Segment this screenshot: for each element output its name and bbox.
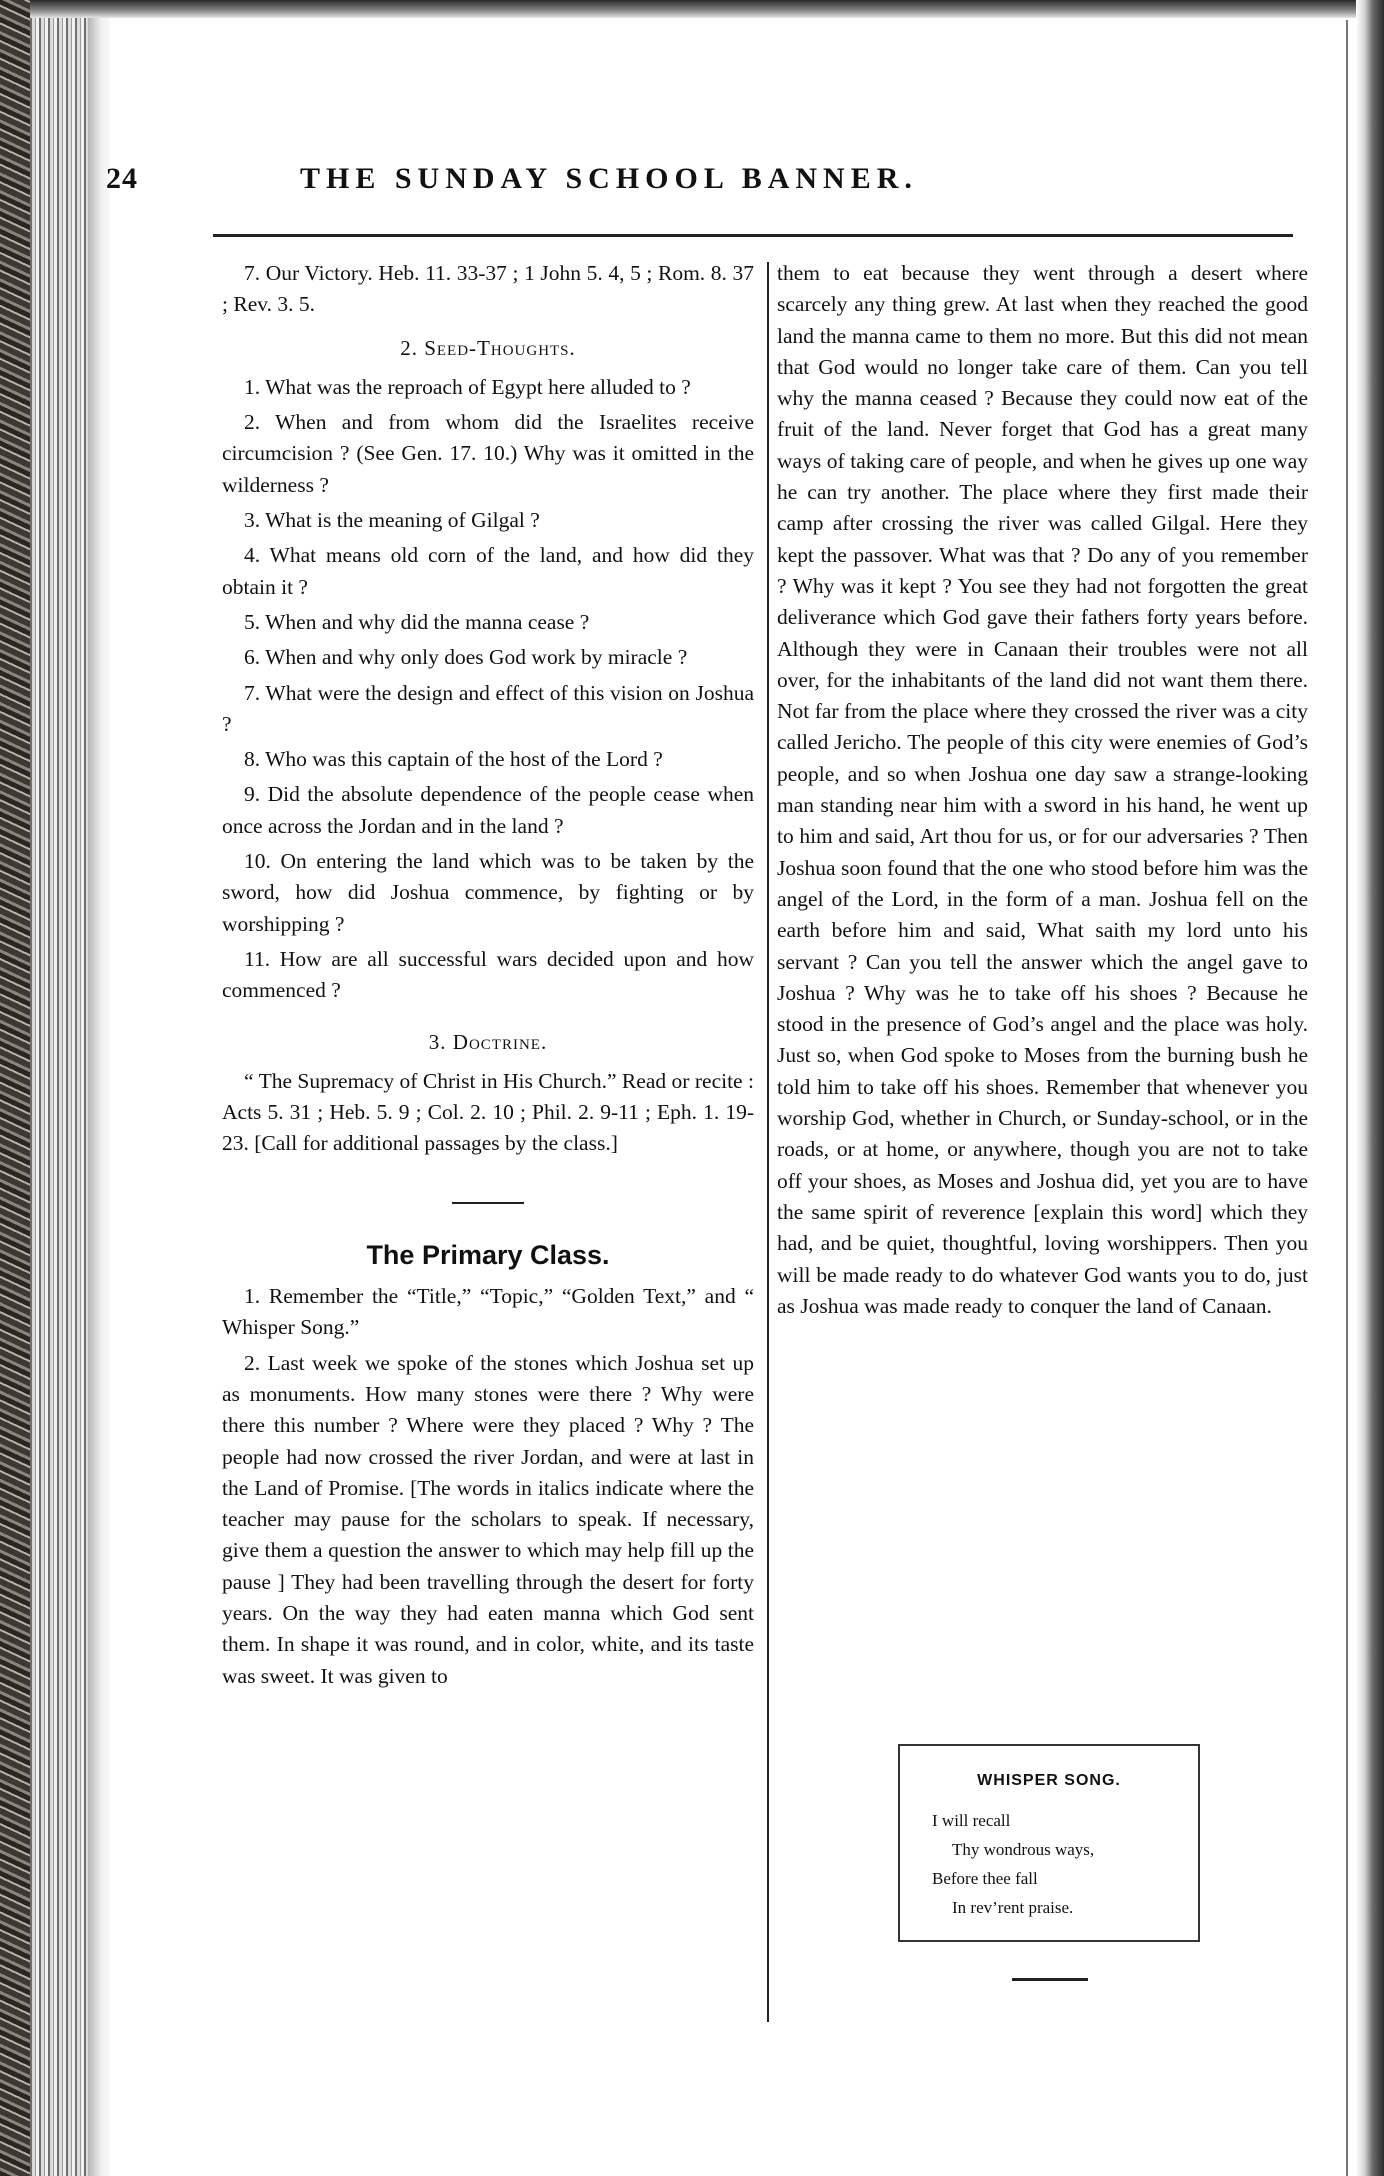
victory-line: 7. Our Victory. Heb. 11. 33-37 ; 1 John 5. 4, 5 ; Rom. 8. 37 ; Rev. 3. 5. — [222, 261, 754, 317]
question: 4. What means old corn of the land, and how did they obtain it ? — [222, 543, 754, 599]
primary-paragraph: 2. Last week we spoke of the stones which Joshua set up as monuments. How many stones were there ? Why were there this number ? Where were they placed ? Why ? The people had now crossed the river Jordan, and were at last in the Land of Promise. [The words in italics indicate where the teacher may pause for the scholars to speak. If necessary, give them a question the answer to which may help fill up the pause ] They had been travelling through the desert for forty years. On the way they had eaten manna which God sent them. In shape it was round, and in color, white, and its taste was sweet. It was given to — [222, 1350, 754, 1688]
question: 1. What was the reproach of Egypt here alluded to ? — [244, 374, 691, 399]
running-title: THE SUNDAY SCHOOL BANNER. — [300, 162, 918, 195]
song-line: In rev’rent praise. — [952, 1898, 1074, 1917]
question: 6. When and why only does God work by miracle ? — [244, 645, 688, 670]
marbled-edge — [0, 0, 30, 2176]
top-edge — [30, 0, 1384, 18]
question: 8. Who was this captain of the host of the Lord ? — [244, 747, 663, 772]
doctrine-text: “ The Supremacy of Christ in His Church.” Read or recite : Acts 5. 31 ; Heb. 5. 9 ; Col. 2. 10 ; Phil. 2. 9-11 ; Eph. 1. 19-23. [Call for additional passages by the class.] — [222, 1068, 754, 1156]
whisper-song-box — [898, 1744, 1200, 1942]
page-gutter — [88, 0, 110, 2176]
column-divider — [767, 262, 769, 2022]
primary-paragraph: 1. Remember the “Title,” “Topic,” “Golden Text,” and “ Whisper Song.” — [222, 1284, 754, 1340]
end-rule — [1012, 1978, 1088, 1981]
primary-class-title: The Primary Class. — [366, 1239, 610, 1270]
right-margin-line — [1346, 20, 1348, 2176]
question: 11. How are all successful wars decided upon and how commenced ? — [222, 946, 754, 1003]
book-binding — [30, 0, 88, 2176]
lesson-text: them to eat because they went through a desert where scarcely any thing grew. At last when they reached the good land the manna came to them no more. But this did not mean that God would no longer take care of them. Can you tell why the manna ceased ? Because they could now eat of the fruit of the land. Never forget that God has a great many ways of taking care of people, and when he gives up one way he can try another. The place where they first made their camp after crossing the river was called Gilgal. Here they kept the passover. What was that ? Do any of you remember ? Why was it kept ? You see they had not forgotten the great deliverance which God gave their fathers forty years before. Although they were in Canaan their troubles were not all over, for the inhabitants of the land did not want them there. Not far from the place where they crossed the river was a city called Jericho. The people of this city were enemies of God’s people, and so when Joshua one day saw a strange-looking man standing near him with a sword in his hand, he went up to him and said, Art thou for us, or for our adversaries ? Then Joshua soon found that the one who stood before him was the angel of the Lord, in the form of a man. Joshua fell on the earth before him and said, What saith my lord unto his servant ? Can you tell the answer which the angel gave to Joshua ? Why was he to take off his shoes ? Because he stood in the presence of God’s angel and the place was holy. Just so, when God spoke to Moses from the burning bush he told him to take off his shoes. Remember that whenever you worship God, whether in Church, or Sunday-school, or in the roads, or at home, or anywhere, though you are not to take off your shoes, as Moses and Joshua did, yet you are to have the same spirit of reverence [explain this word] which they had, and be quiet, thoughtful, loving worshippers. Then you will be made ready to do whatever God wants you to do, just as Joshua was made ready to conquer the land of Canaan. — [777, 261, 1308, 1318]
section-rule — [452, 1202, 524, 1204]
song-line: Before thee fall — [932, 1869, 1038, 1888]
question: 10. On entering the land which was to be taken by the sword, how did Joshua commence, by fighting or by worshipping ? — [222, 849, 754, 936]
right-column — [777, 258, 1308, 1326]
question: 7. What were the design and effect of this vision on Joshua ? — [222, 680, 754, 736]
question: 9. Did the absolute dependence of the people cease when once across the Jordan and in the land ? — [222, 782, 754, 838]
question: 5. When and why did the manna cease ? — [244, 609, 590, 634]
seed-thoughts-heading: 2. Seed-Thoughts. — [400, 335, 576, 360]
page-number: 24 — [106, 162, 138, 195]
doctrine-heading: 3. Doctrine. — [428, 1029, 548, 1054]
song-line: I will recall — [932, 1811, 1011, 1830]
left-column — [222, 258, 754, 1696]
whisper-song-title: WHISPER SONG. — [977, 1772, 1121, 1789]
right-edge — [1356, 0, 1384, 2176]
question: 3. What is the meaning of Gilgal ? — [244, 508, 540, 533]
song-line: Thy wondrous ways, — [952, 1840, 1095, 1859]
header-rule — [213, 234, 1293, 237]
question: 2. When and from whom did the Israelites receive circumcision ? (See Gen. 17. 10.) Why was it omitted in the wilderness ? — [222, 410, 754, 497]
